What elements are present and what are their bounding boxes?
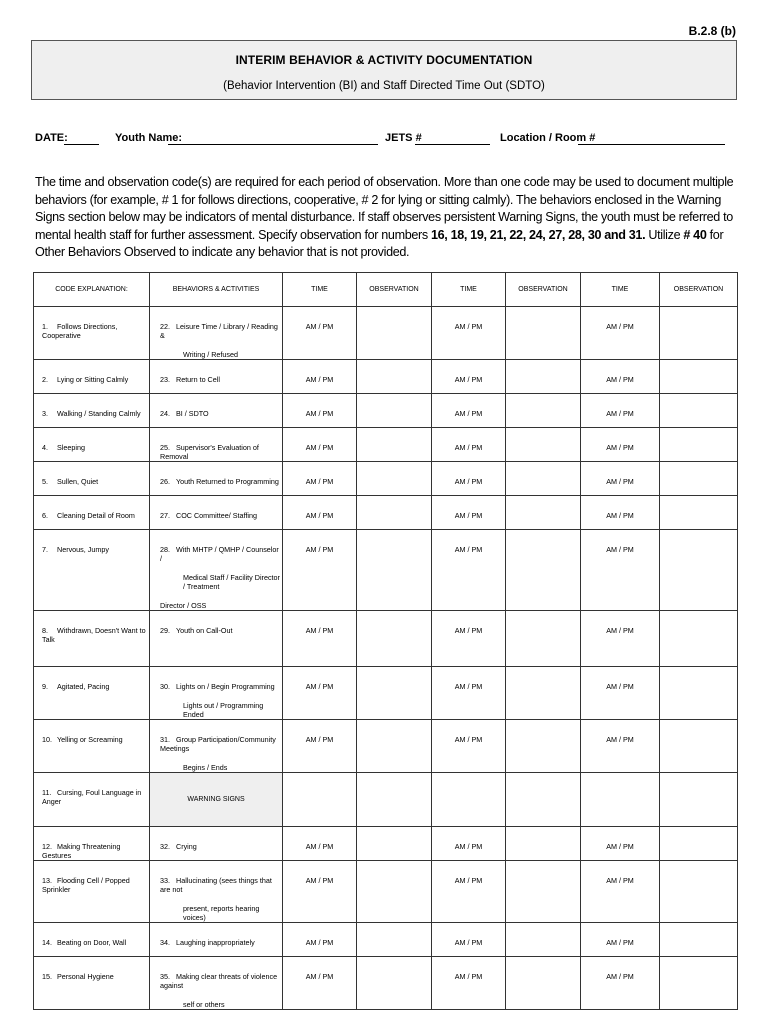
time-cell[interactable]: [581, 394, 660, 428]
code-number: 3.: [42, 409, 48, 418]
observation-cell[interactable]: [660, 496, 738, 530]
behavior-text: Return to Cell: [176, 375, 220, 384]
header-behaviors-activities: BEHAVIORS & ACTIVITIES: [150, 273, 283, 307]
time-cell[interactable]: [283, 773, 357, 827]
behavior-number: 23.: [160, 375, 170, 384]
behavior-text: Group Participation/Community Meetings: [160, 735, 276, 753]
behavior-number: 29.: [160, 626, 170, 635]
code-explanation-cell: [34, 861, 150, 923]
am-pm-text: AM / PM: [606, 682, 634, 691]
date-label: DATE:: [35, 132, 68, 144]
code-text: Cursing, Foul Language in Anger: [42, 788, 142, 806]
observation-cell[interactable]: [506, 307, 581, 360]
time-cell[interactable]: [581, 827, 660, 861]
behavior-number: 27.: [160, 511, 170, 520]
observation-cell[interactable]: [660, 861, 738, 923]
observation-cell[interactable]: [660, 957, 738, 1010]
code-text: Lying or Sitting Calmly: [57, 375, 129, 384]
time-cell[interactable]: [581, 428, 660, 462]
am-pm-text: AM / PM: [606, 375, 634, 384]
observation-cell[interactable]: [660, 307, 738, 360]
behavior-text-line2: Lights out / Programming Ended: [183, 701, 264, 719]
code-number: 2.: [42, 375, 48, 384]
am-pm-text: AM / PM: [305, 735, 334, 744]
am-pm-text: AM / PM: [454, 545, 483, 554]
am-pm-text: AM / PM: [454, 842, 483, 851]
time-cell[interactable]: [581, 530, 660, 611]
observation-cell[interactable]: [357, 496, 432, 530]
am-pm-text: AM / PM: [305, 375, 334, 384]
time-cell[interactable]: [581, 720, 660, 773]
code-text: Cleaning Detail of Room: [57, 511, 135, 520]
code-text: Sullen, Quiet: [57, 477, 99, 486]
behavior-text-line2: present, reports hearing voices): [183, 904, 260, 922]
time-cell[interactable]: [283, 861, 357, 923]
table-row: [34, 861, 738, 923]
observation-cell[interactable]: [357, 861, 432, 923]
location-field[interactable]: [578, 144, 725, 145]
observation-cell[interactable]: [660, 667, 738, 720]
time-cell[interactable]: [283, 307, 357, 360]
time-cell[interactable]: [283, 923, 357, 957]
am-pm-text: AM / PM: [454, 682, 483, 691]
am-pm-text: AM / PM: [454, 511, 483, 520]
observation-cell[interactable]: [506, 827, 581, 861]
code-number: 15.: [42, 972, 52, 981]
behavior-activity-cell: [150, 827, 283, 861]
code-number: 13.: [42, 876, 52, 885]
code-text: Personal Hygiene: [57, 972, 114, 981]
am-pm-text: AM / PM: [454, 409, 483, 418]
code-explanation-cell: [34, 394, 150, 428]
code-explanation-cell: [34, 496, 150, 530]
code-number: 5.: [42, 477, 48, 486]
am-pm-text: AM / PM: [305, 972, 334, 981]
header-observation-1: OBSERVATION: [357, 273, 432, 307]
behavior-number: 26.: [160, 477, 170, 486]
behavior-activity-cell: [150, 957, 283, 1010]
form-subtitle: (Behavior Intervention (BI) and Staff Directed Time Out (SDTO): [223, 80, 545, 92]
am-pm-text: AM / PM: [454, 322, 483, 331]
code-explanation-cell: [34, 667, 150, 720]
header-observation-2: OBSERVATION: [506, 273, 581, 307]
intro-bold-40: # 40: [683, 227, 707, 242]
table-row: [34, 360, 738, 394]
table-row: [34, 720, 738, 773]
time-cell[interactable]: [432, 827, 506, 861]
time-cell[interactable]: [581, 667, 660, 720]
table-header-row: [34, 273, 738, 307]
table-row: [34, 923, 738, 957]
observation-cell[interactable]: [506, 611, 581, 667]
am-pm-text: AM / PM: [305, 511, 334, 520]
observation-cell[interactable]: [357, 307, 432, 360]
observation-cell[interactable]: [660, 360, 738, 394]
time-cell[interactable]: [283, 667, 357, 720]
observation-cell[interactable]: [506, 773, 581, 827]
observation-cell[interactable]: [506, 496, 581, 530]
observation-cell[interactable]: [357, 360, 432, 394]
header-time-1: TIME: [283, 273, 357, 307]
table-row: [34, 611, 738, 667]
time-cell[interactable]: [283, 827, 357, 861]
intro-bold-numbers: 16, 18, 19, 21, 22, 24, 27, 28, 30 and 31.: [430, 227, 646, 242]
behavior-text: Laughing inappropriately: [176, 938, 255, 947]
table-row: [34, 307, 738, 360]
code-text: Making Threatening Gestures: [42, 842, 121, 860]
behavior-number: 22.: [160, 322, 170, 331]
am-pm-text: AM / PM: [305, 842, 334, 851]
code-number: 14.: [42, 938, 52, 947]
observation-cell[interactable]: [660, 720, 738, 773]
behavior-number: 30.: [160, 682, 170, 691]
observation-cell[interactable]: [357, 462, 432, 496]
time-cell[interactable]: [283, 720, 357, 773]
observation-cell[interactable]: [357, 394, 432, 428]
time-cell[interactable]: [283, 496, 357, 530]
am-pm-text: AM / PM: [606, 876, 634, 885]
jets-field[interactable]: [415, 144, 490, 145]
header-fields: [35, 132, 735, 146]
time-cell[interactable]: [283, 611, 357, 667]
jets-label: JETS #: [385, 132, 422, 144]
behavior-text: Supervisor's Evaluation of Removal: [160, 443, 259, 461]
form-title: INTERIM BEHAVIOR & ACTIVITY DOCUMENTATION: [235, 53, 533, 67]
observation-cell[interactable]: [660, 773, 738, 827]
time-cell[interactable]: [283, 530, 357, 611]
time-cell[interactable]: [283, 957, 357, 1010]
am-pm-text: AM / PM: [305, 545, 334, 554]
behavior-activity-cell: [150, 428, 283, 462]
am-pm-text: AM / PM: [305, 938, 334, 947]
behavior-number: 35.: [160, 972, 170, 981]
behavior-activity-cell: [150, 496, 283, 530]
behavior-activity-cell: [150, 394, 283, 428]
am-pm-text: AM / PM: [454, 477, 483, 486]
am-pm-text: AM / PM: [454, 375, 483, 384]
time-cell[interactable]: [432, 360, 506, 394]
table-row: [34, 827, 738, 861]
code-explanation-cell: [34, 773, 150, 827]
title-box: [31, 40, 737, 100]
behavior-activity-cell: [150, 307, 283, 360]
time-cell[interactable]: [432, 611, 506, 667]
code-number: 7.: [42, 545, 48, 554]
behavior-text-line3: Director / OSS: [160, 601, 207, 610]
time-cell[interactable]: [432, 530, 506, 611]
observation-cell[interactable]: [506, 957, 581, 1010]
time-cell[interactable]: [432, 462, 506, 496]
am-pm-text: AM / PM: [606, 511, 634, 520]
code-text: Nervous, Jumpy: [57, 545, 109, 554]
am-pm-text: AM / PM: [606, 842, 634, 851]
am-pm-text: AM / PM: [606, 972, 634, 981]
time-cell[interactable]: [581, 360, 660, 394]
code-explanation-cell: [34, 923, 150, 957]
time-cell[interactable]: [432, 957, 506, 1010]
behavior-text: With MHTP / QMHP / Counselor /: [160, 545, 279, 563]
intro-text-2: Utilize: [645, 227, 684, 242]
behavior-text: Lights on / Begin Programming: [176, 682, 275, 691]
form-id: B.2.8 (b): [688, 24, 736, 38]
code-number: 6.: [42, 511, 48, 520]
behavior-text: Youth Returned to Programming: [176, 477, 279, 486]
am-pm-text: AM / PM: [606, 322, 634, 331]
am-pm-text: AM / PM: [606, 626, 634, 635]
code-text: Sleeping: [57, 443, 85, 452]
code-explanation-cell: [34, 957, 150, 1010]
observation-cell[interactable]: [506, 667, 581, 720]
behavior-number: 33.: [160, 876, 170, 885]
observation-cell[interactable]: [357, 611, 432, 667]
time-cell[interactable]: [581, 923, 660, 957]
behavior-activity-cell: [150, 530, 283, 611]
table-row: [34, 530, 738, 611]
observation-cell[interactable]: [357, 428, 432, 462]
table-row: [34, 496, 738, 530]
time-cell[interactable]: [283, 360, 357, 394]
time-cell[interactable]: [581, 496, 660, 530]
behavior-text: Crying: [176, 842, 197, 851]
code-text: Withdrawn, Doesn't Want to Talk: [42, 626, 146, 644]
behavior-text: Youth on Call-Out: [176, 626, 233, 635]
behavior-number: 28.: [160, 545, 170, 554]
time-cell[interactable]: [432, 923, 506, 957]
behavior-activity-cell: [150, 923, 283, 957]
time-cell[interactable]: [432, 307, 506, 360]
table-row: [34, 394, 738, 428]
time-cell[interactable]: [283, 394, 357, 428]
observation-cell[interactable]: [660, 611, 738, 667]
observation-cell[interactable]: [357, 957, 432, 1010]
am-pm-text: AM / PM: [606, 477, 634, 486]
observation-cell[interactable]: [357, 923, 432, 957]
code-number: 10.: [42, 735, 52, 744]
code-explanation-cell: [34, 827, 150, 861]
observation-cell[interactable]: [660, 394, 738, 428]
behavior-text-line2: Begins / Ends: [183, 763, 228, 772]
time-cell[interactable]: [432, 428, 506, 462]
observation-cell[interactable]: [506, 530, 581, 611]
am-pm-text: AM / PM: [305, 443, 334, 452]
youth-name-field[interactable]: [168, 144, 378, 145]
youth-name-label: Youth Name:: [115, 132, 183, 144]
intro-text-3: for Other Behaviors Observed to indicate any behavior that is not provided.: [35, 227, 724, 259]
am-pm-text: AM / PM: [454, 735, 483, 744]
am-pm-text: AM / PM: [454, 972, 483, 981]
am-pm-text: AM / PM: [305, 876, 334, 885]
behavior-activity-cell: [150, 611, 283, 667]
behavior-number: 32.: [160, 842, 170, 851]
observation-cell[interactable]: [357, 530, 432, 611]
observation-cell[interactable]: [660, 827, 738, 861]
behavior-number: 31.: [160, 735, 170, 744]
date-field[interactable]: [64, 144, 99, 145]
behavior-text: BI / SDTO: [176, 409, 209, 418]
header-observation-3: OBSERVATION: [660, 273, 738, 307]
time-cell[interactable]: [581, 462, 660, 496]
am-pm-text: AM / PM: [454, 938, 483, 947]
code-explanation-cell: [34, 530, 150, 611]
am-pm-text: AM / PM: [305, 322, 334, 331]
behavior-text: Hallucinating (sees things that are not: [160, 876, 272, 894]
code-explanation-cell: [34, 428, 150, 462]
am-pm-text: AM / PM: [606, 735, 634, 744]
time-cell[interactable]: [581, 957, 660, 1010]
header-time-3: TIME: [581, 273, 660, 307]
observation-cell[interactable]: [506, 720, 581, 773]
am-pm-text: AM / PM: [305, 682, 334, 691]
code-text: Agitated, Pacing: [57, 682, 110, 691]
warning-signs-label: WARNING SIGNS: [150, 773, 283, 827]
header-time-2: TIME: [432, 273, 506, 307]
observation-cell[interactable]: [506, 923, 581, 957]
am-pm-text: AM / PM: [606, 443, 634, 452]
code-text: Follows Directions, Cooperative: [42, 322, 118, 340]
am-pm-text: AM / PM: [305, 409, 334, 418]
observation-cell[interactable]: [660, 923, 738, 957]
am-pm-text: AM / PM: [606, 545, 634, 554]
time-cell[interactable]: [283, 462, 357, 496]
observation-cell[interactable]: [357, 773, 432, 827]
behavior-number: 25.: [160, 443, 170, 452]
behavior-number: 24.: [160, 409, 170, 418]
am-pm-text: AM / PM: [305, 626, 334, 635]
code-number: 9.: [42, 682, 48, 691]
time-cell[interactable]: [432, 667, 506, 720]
behavior-activity-cell: [150, 720, 283, 773]
behavior-text: COC Committee/ Staffing: [176, 511, 257, 520]
am-pm-text: AM / PM: [454, 626, 483, 635]
observation-cell[interactable]: [357, 667, 432, 720]
behavior-text-line2: self or others: [183, 1000, 225, 1009]
observation-cell[interactable]: [506, 462, 581, 496]
code-explanation-cell: [34, 611, 150, 667]
observation-cell[interactable]: [506, 861, 581, 923]
observation-table: [33, 272, 738, 1010]
code-explanation-cell: [34, 360, 150, 394]
am-pm-text: AM / PM: [606, 409, 634, 418]
time-cell[interactable]: [283, 428, 357, 462]
behavior-text: Leisure Time / Library / Reading &: [160, 322, 278, 340]
behavior-activity-cell: [150, 360, 283, 394]
code-number: 12.: [42, 842, 52, 851]
time-cell[interactable]: [432, 720, 506, 773]
table-row: [34, 462, 738, 496]
time-cell[interactable]: [432, 861, 506, 923]
observation-cell[interactable]: [660, 530, 738, 611]
behavior-number: 34.: [160, 938, 170, 947]
code-number: 11.: [42, 788, 52, 797]
time-cell[interactable]: [581, 611, 660, 667]
observation-cell[interactable]: [357, 827, 432, 861]
observation-cell[interactable]: [660, 428, 738, 462]
code-text: Yelling or Screaming: [57, 735, 123, 744]
observation-cell[interactable]: [506, 428, 581, 462]
table-row: [34, 428, 738, 462]
code-text: Walking / Standing Calmly: [57, 409, 141, 418]
header-code-explanation: CODE EXPLANATION:: [34, 273, 150, 307]
code-explanation-cell: [34, 720, 150, 773]
table-row: [34, 773, 738, 827]
code-text: Flooding Cell / Popped Sprinkler: [42, 876, 130, 894]
behavior-activity-cell: [150, 667, 283, 720]
table-row: [34, 667, 738, 720]
observation-cell[interactable]: [357, 720, 432, 773]
code-number: 4.: [42, 443, 48, 452]
code-number: 1.: [42, 322, 48, 331]
time-cell[interactable]: [432, 773, 506, 827]
time-cell[interactable]: [581, 861, 660, 923]
code-explanation-cell: [34, 462, 150, 496]
behavior-text-line2: Medical Staff / Facility Director / Treatment: [183, 573, 280, 591]
code-number: 8.: [42, 626, 48, 635]
behavior-text: Making clear threats of violence against: [160, 972, 278, 990]
observation-cell[interactable]: [660, 462, 738, 496]
time-cell[interactable]: [581, 307, 660, 360]
observation-cell[interactable]: [506, 394, 581, 428]
am-pm-text: AM / PM: [454, 443, 483, 452]
table-row: [34, 957, 738, 1010]
am-pm-text: AM / PM: [454, 876, 483, 885]
am-pm-text: AM / PM: [305, 477, 334, 486]
time-cell[interactable]: [432, 496, 506, 530]
time-cell[interactable]: [432, 394, 506, 428]
location-label: Location / Room #: [500, 132, 596, 144]
behavior-activity-cell: [150, 861, 283, 923]
observation-cell[interactable]: [506, 360, 581, 394]
am-pm-text: AM / PM: [606, 938, 634, 947]
behavior-text-line2: Writing / Refused: [183, 350, 238, 359]
code-explanation-cell: [34, 307, 150, 360]
behavior-activity-cell: [150, 462, 283, 496]
time-cell[interactable]: [581, 773, 660, 827]
intro-text-1: The time and observation code(s) are required for each period of observation. More than one code may be used to document multiple behaviors (for example, # 1 for follows directions, cooperative, # 2 for lying or sitting calmly). The behaviors enclosed in the Warning Signs section below may be indicators of mental disturbance. If staff observes persistent Warning Signs, the youth must be referred to mental health staff for further assessment. Specify observation for numbers: [35, 175, 734, 242]
code-text: Beating on Door, Wall: [57, 938, 127, 947]
instructions-paragraph: [35, 174, 739, 262]
